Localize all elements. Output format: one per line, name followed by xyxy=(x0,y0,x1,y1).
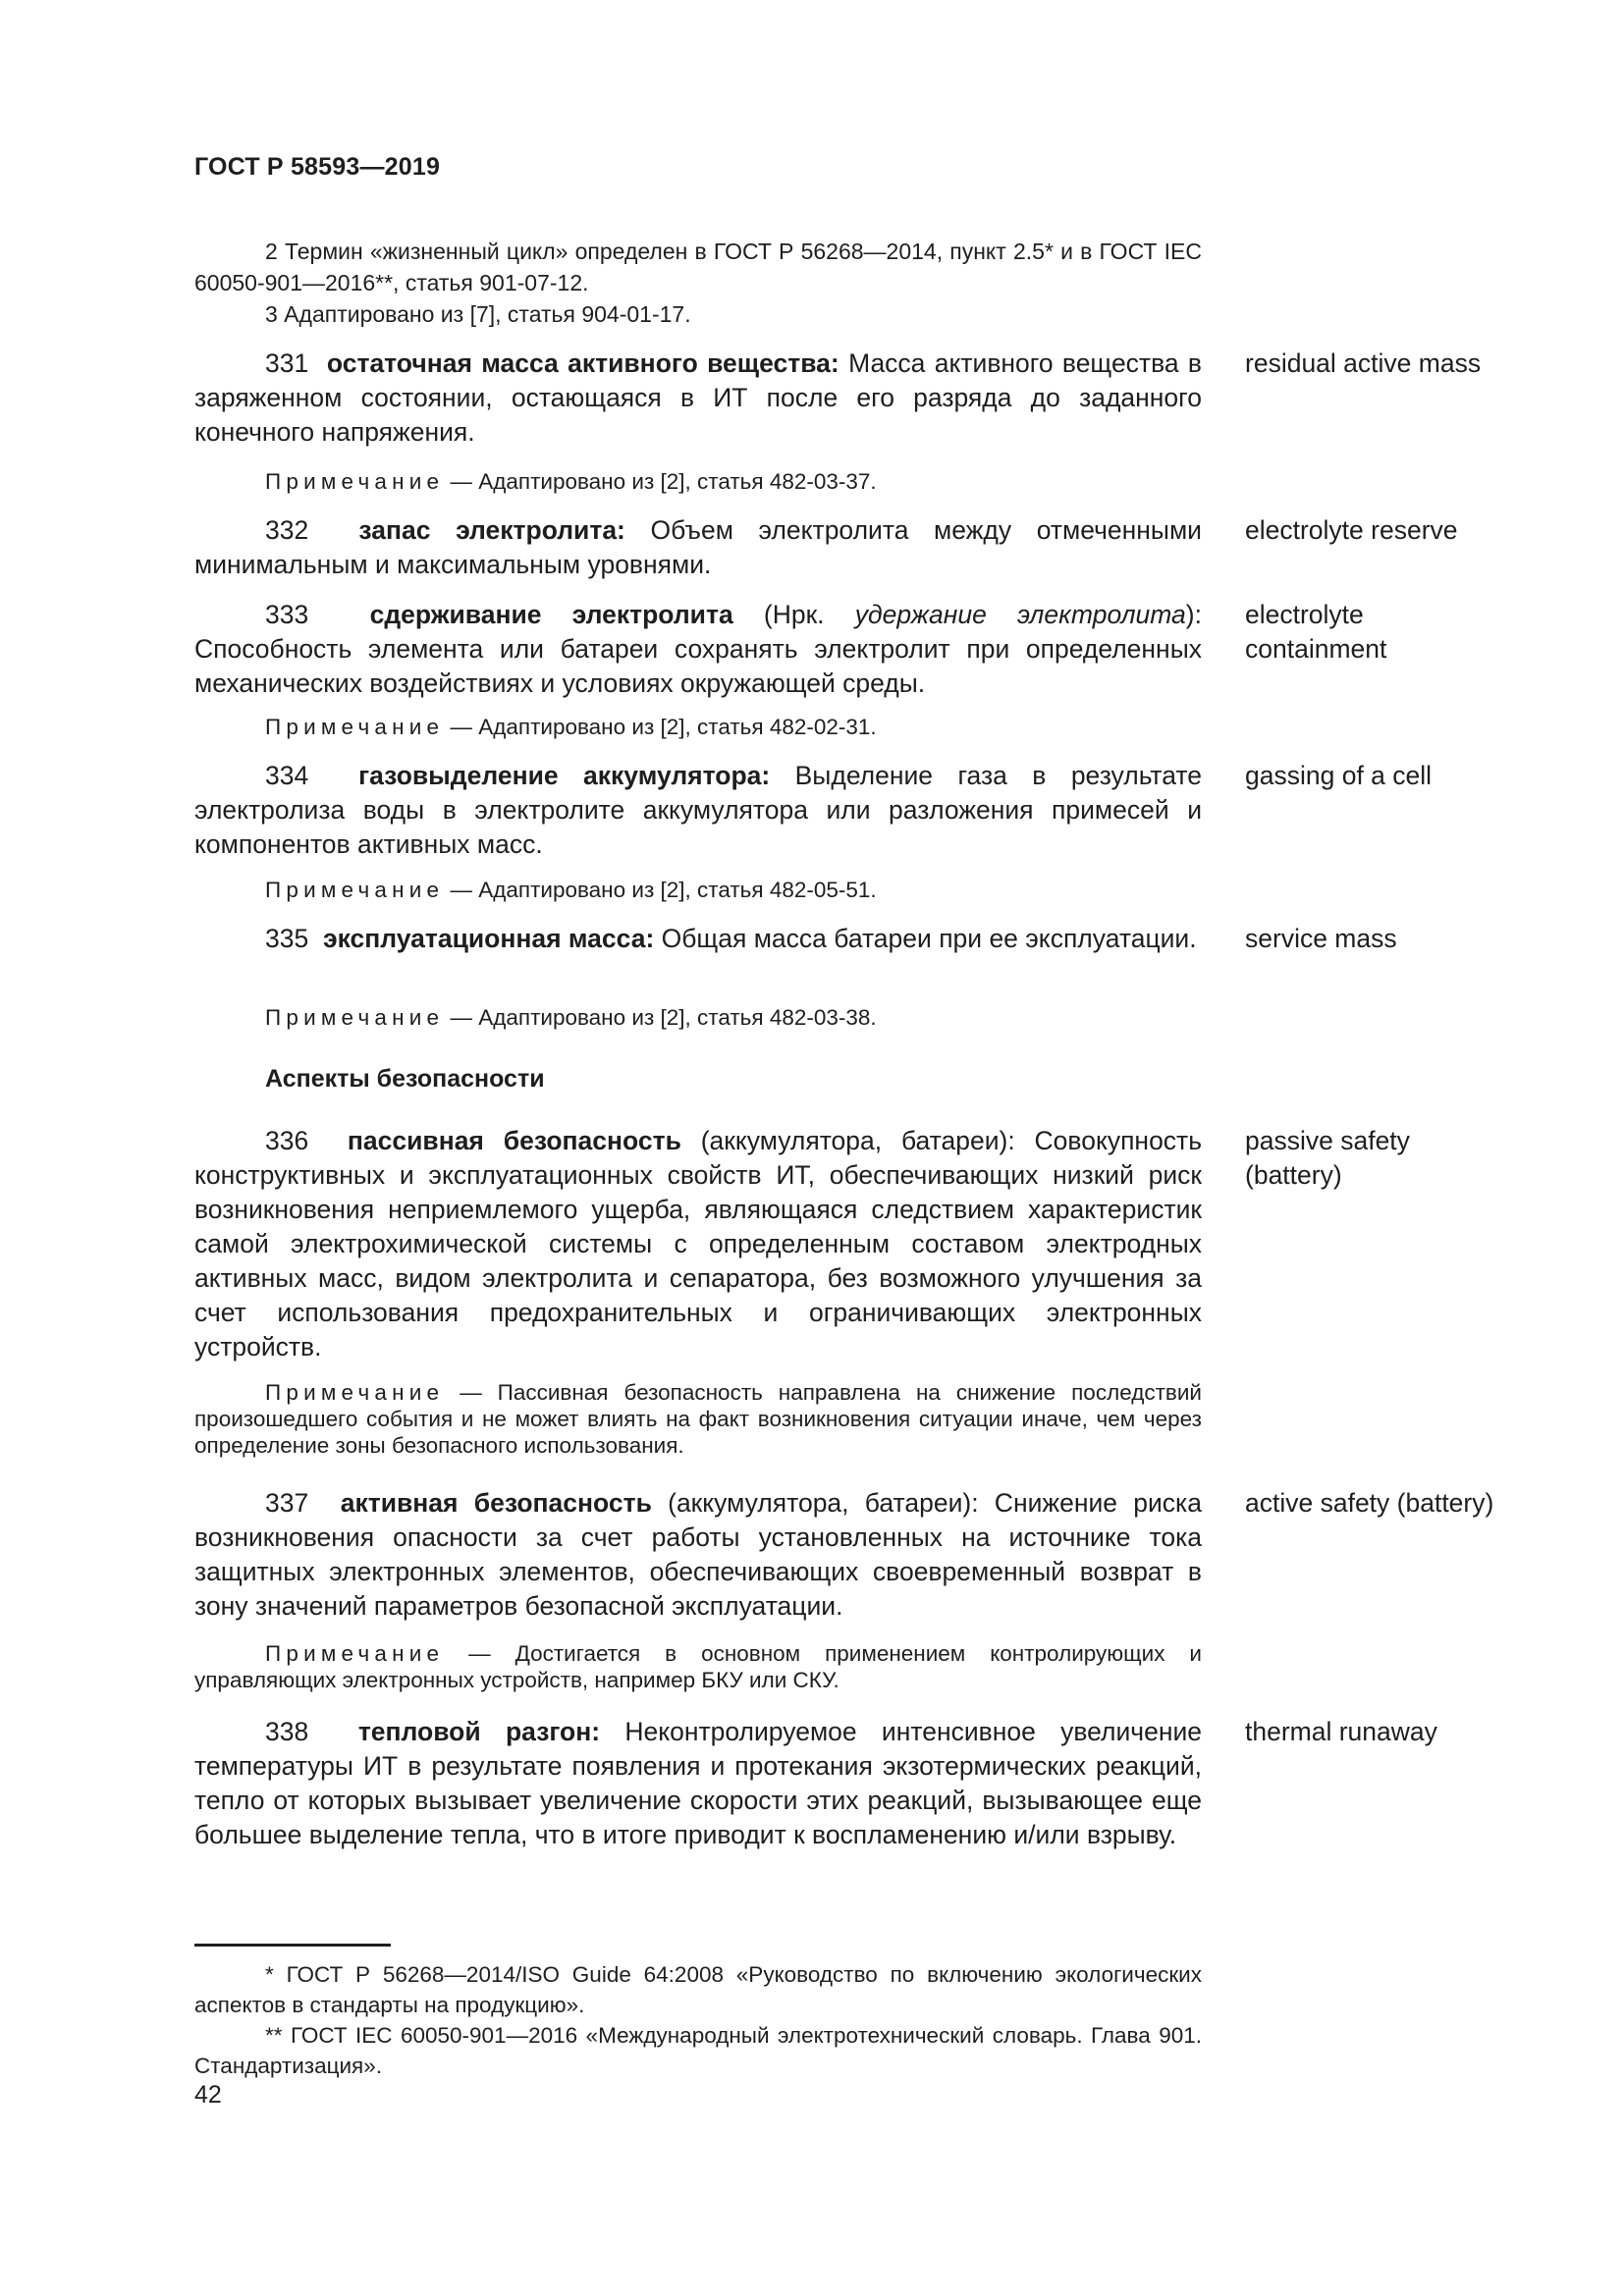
term-331-note xyxy=(194,468,1202,495)
term-335 xyxy=(194,922,1202,956)
term-name: сдерживание электролита xyxy=(369,600,733,629)
term-334 xyxy=(194,759,1202,862)
term-definition: (аккумулятора, батареи): Снижение риска возникновения опасности за счет работы установленных на источнике тока защитных электронных элементов, обеспечивающих своевременный возврат в зону значений параметров безопасной эксплуатации. xyxy=(194,1488,1202,1621)
note-text: — Адаптировано из [2], статья 482-03-38. xyxy=(444,1005,877,1030)
term-335-english: service mass xyxy=(1245,924,1397,953)
term-331-english: residual active mass xyxy=(1245,348,1482,378)
term-number: 334 xyxy=(265,761,309,790)
term-336-note xyxy=(194,1379,1202,1459)
note-text: — Пассивная безопасность направлена на снижение последствий произошедшего события и не может влиять на факт возникновения ситуации иначе, чем через определение зоны безопасного использования. xyxy=(194,1380,1202,1458)
term-definition: Выделение газа в результате электролиза воды в электролите аккумулятора или разложения примесей и компонентов активных масс. xyxy=(194,761,1202,859)
term-definition: Масса активного вещества в заряженном состоянии, остающаяся в ИТ после его разряда до заданного конечного напряжения. xyxy=(194,348,1202,447)
intro-note-2: 2 Термин «жизненный цикл» определен в ГОСТ Р 56268—2014, пункт 2.5* и в ГОСТ IEC 60050-901—2016**, статья 901-07-12. xyxy=(194,239,1202,295)
note-label: Примечание xyxy=(265,1641,445,1666)
term-number: 333 xyxy=(265,600,309,629)
term-definition: Объем электролита между отмеченными минимальным и максимальным уровнями. xyxy=(194,515,1202,579)
term-333-note xyxy=(194,714,1202,740)
footnote-divider xyxy=(194,1944,391,1947)
term-337 xyxy=(194,1486,1202,1624)
section-heading: Аспекты безопасности xyxy=(265,1065,545,1093)
english-line-2: (battery) xyxy=(1245,1160,1342,1190)
term-alt-name: удержание электролита xyxy=(854,600,1186,629)
term-332-english: electrolyte reserve xyxy=(1245,515,1458,545)
term-number: 336 xyxy=(265,1126,309,1155)
term-number: 338 xyxy=(265,1717,309,1746)
term-number: 331 xyxy=(265,348,309,378)
english-line-1: electrolyte xyxy=(1245,600,1364,629)
term-338 xyxy=(194,1715,1202,1852)
term-334-english: gassing of a cell xyxy=(1245,761,1433,790)
term-name: остаточная масса активного вещества: xyxy=(326,348,839,378)
term-definition: ): Способность элемента или батареи сохранять электролит при определенных механических воздействиях и условиях окружающей среды. xyxy=(194,600,1202,698)
term-definition: Общая масса батареи при ее эксплуатации. xyxy=(654,924,1197,953)
term-number: 335 xyxy=(265,924,309,953)
footnote-2: ** ГОСТ IEC 60050-901—2016 «Международный электротехнический словарь. Глава 901. Стандартизация». xyxy=(194,2023,1202,2078)
term-335-note xyxy=(194,1004,1202,1031)
term-name: тепловой разгон: xyxy=(357,1717,601,1746)
term-name: газовыделение аккумулятора: xyxy=(358,761,771,790)
term-name: эксплуатационная масса: xyxy=(322,924,655,953)
document-header: ГОСТ Р 58593—2019 xyxy=(194,153,441,181)
note-label: Примечание xyxy=(265,469,445,494)
term-definition: Неконтролируемое интенсивное увеличение температуры ИТ в результате появления и протекания экзотермических реакций, тепло от которых вызывает увеличение скорости этих реакций, вызывающее еще большее выделение тепла, что в итоге приводит к воспламенению и/или взрыву. xyxy=(194,1717,1202,1849)
footnote-1: * ГОСТ Р 56268—2014/ISO Guide 64:2008 «Руководство по включению экологических аспектов в стандарты на продукцию». xyxy=(194,1962,1202,2017)
intro-note-3: 3 Адаптировано из [7], статья 904-01-17. xyxy=(265,301,691,327)
term-336 xyxy=(194,1124,1202,1364)
note-text: — Адаптировано из [2], статья 482-05-51. xyxy=(444,878,877,902)
term-definition: (аккумулятора, батареи): Совокупность конструктивных и эксплуатационных свойств ИТ, обеспечивающих низкий риск возникновения неприемлемого ущерба, являющаяся следствием характеристик самой электрохимической системы с определенным составом электродных активных масс, видом электролита и сепаратора, без возможного улучшения за счет использования предохранительных и ограничивающих электронных устройств. xyxy=(194,1126,1202,1362)
note-label: Примечание xyxy=(265,878,445,902)
note-label: Примечание xyxy=(265,1380,445,1405)
note-text: — Адаптировано из [2], статья 482-02-31. xyxy=(444,715,877,739)
term-331 xyxy=(194,347,1202,450)
note-text: — Достигается в основном применением контролирующих и управляющих электронных устройств, например БКУ или СКУ. xyxy=(194,1641,1202,1692)
note-label: Примечание xyxy=(265,715,445,739)
term-337-note xyxy=(194,1640,1202,1693)
term-number: 337 xyxy=(265,1488,309,1518)
term-334-note xyxy=(194,877,1202,903)
term-number: 332 xyxy=(265,515,309,545)
term-337-english: active safety (battery) xyxy=(1245,1488,1494,1518)
term-332 xyxy=(194,513,1202,582)
term-def-pre: (Нрк. xyxy=(732,600,855,629)
term-338-english: thermal runaway xyxy=(1245,1717,1437,1746)
term-336-english xyxy=(1245,1124,1530,1193)
note-label: Примечание xyxy=(265,1005,445,1030)
term-name: запас электролита: xyxy=(358,515,625,545)
english-line-2: containment xyxy=(1245,634,1387,664)
page-number: 42 xyxy=(194,2081,222,2109)
english-line-1: passive safety xyxy=(1245,1126,1410,1155)
note-text: — Адаптировано из [2], статья 482-03-37. xyxy=(444,469,877,494)
term-333 xyxy=(194,598,1202,701)
term-name: пассивная безопасность xyxy=(347,1126,681,1155)
term-333-english xyxy=(1245,598,1530,667)
term-name: активная безопасность xyxy=(340,1488,652,1518)
